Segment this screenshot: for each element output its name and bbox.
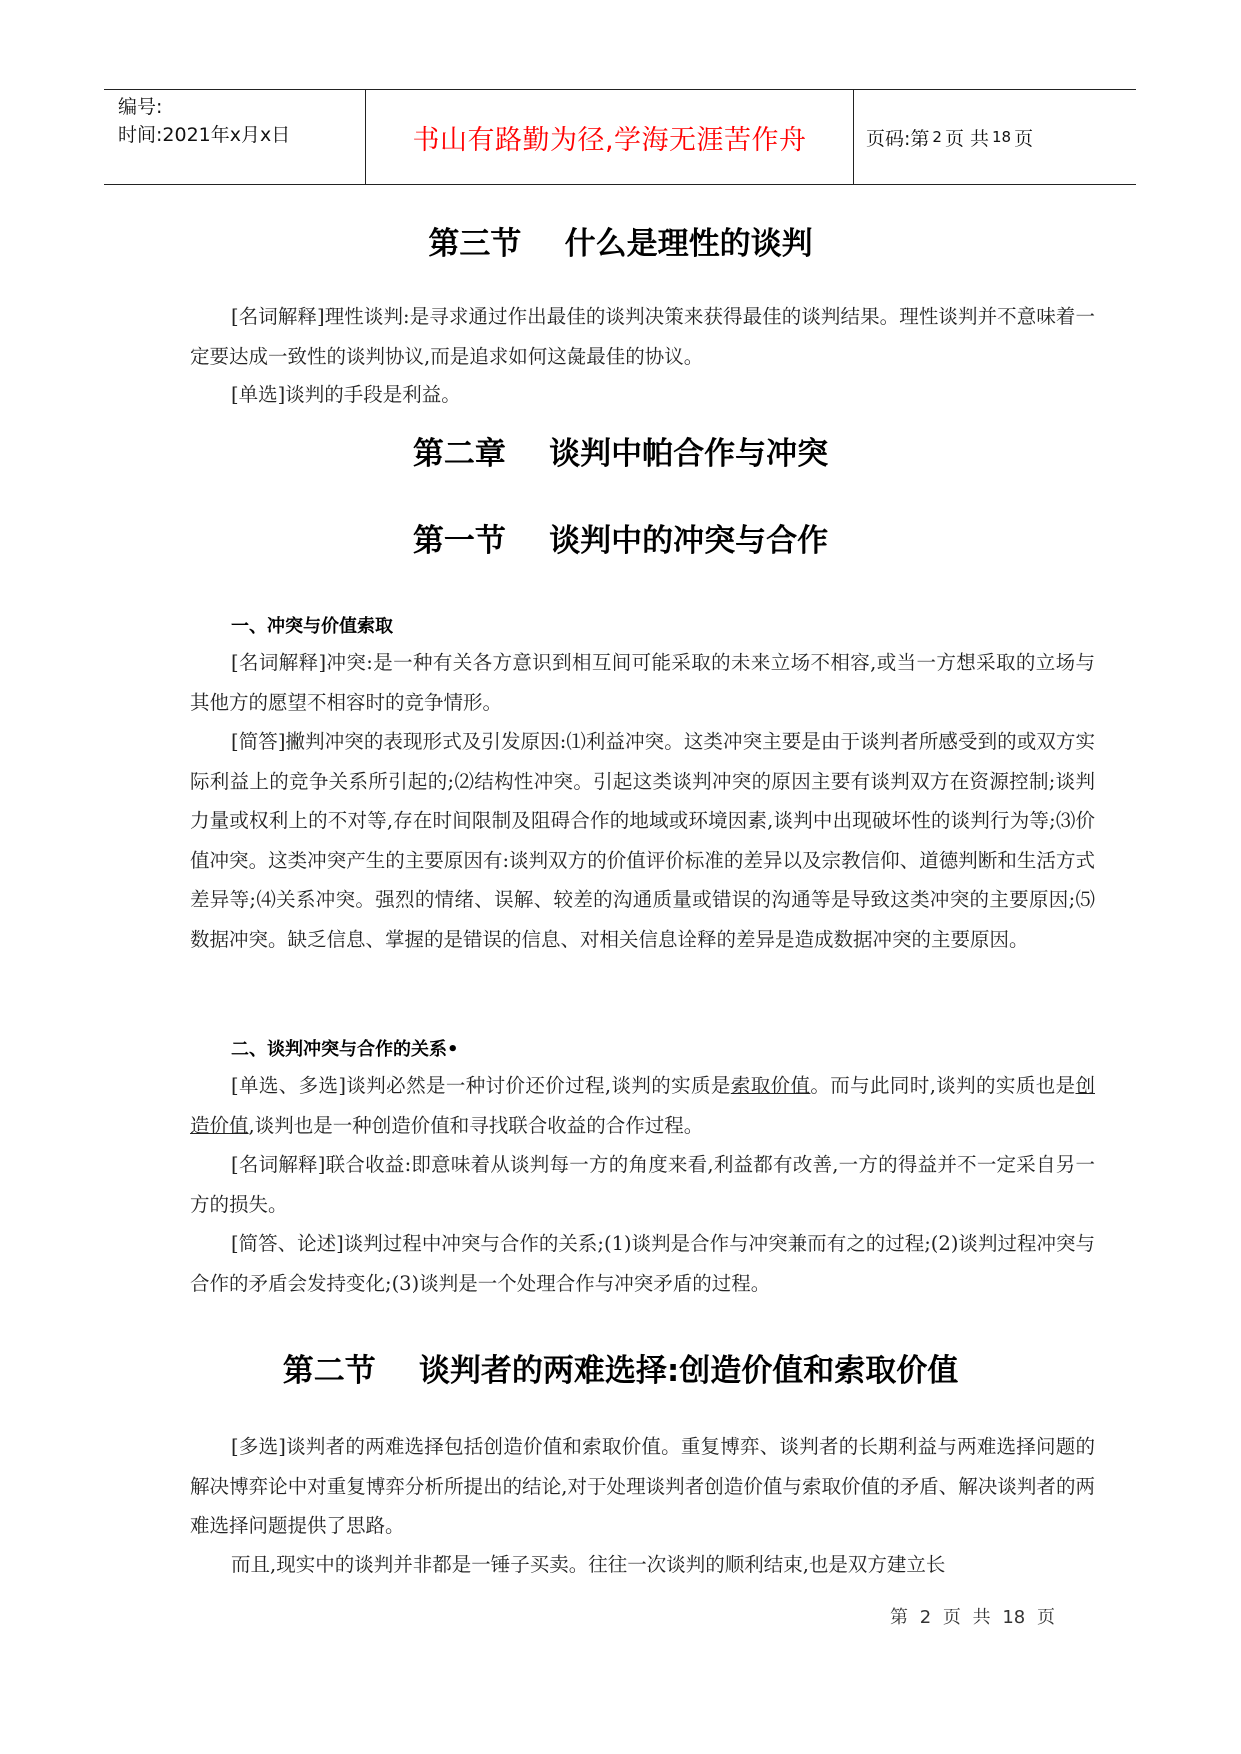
paragraph-text: 。而与此同时,谈判的实质也是 [810, 1074, 1076, 1097]
section-title-2: 第二节 谈判者的两难选择:创造价值和索取价值 [282, 1353, 959, 1389]
header-page-info [854, 90, 1136, 184]
page-current: 2 [932, 128, 942, 146]
paragraph-text: [多选]谈判者的两难选择包括创造价值和索取价值。重复博弈、谈判者的长期利益与两难选择问题的解决博弈论中对重复博弈分析所提出的结论,对于处理谈判者创造价值与索取价值的矛盾、解决谈判者的两难选择问题提供了思路。 [190, 1435, 1095, 1537]
paragraph-text: 而且,现实中的谈判并非都是一锤子买卖。往往一次谈判的顺利结束,也是双方建立长 [231, 1553, 946, 1576]
page-header [104, 89, 1136, 185]
page-suffix: 页 [1014, 127, 1034, 150]
page-footer: 第 2 页 共 18 页 [890, 1607, 1055, 1628]
paragraph-text: ,谈判也是一种创造价值和寻找联合收益的合作过程。 [248, 1113, 704, 1137]
paragraph-rational-negotiation [190, 297, 1095, 376]
paragraph-long-term [190, 1545, 1095, 1585]
doc-time-label: 时间:2021年x月x日 [118, 124, 291, 146]
paragraph-text: [名词解释]冲突:是一种有关各方意识到相互间可能采取的未来立场不相容,或当一方想采取的立场与其他方的愿望不相容时的竞争情形。 [190, 651, 1095, 714]
paragraph-text: [单选、多选]谈判必然是一种讨价还价过程,谈判的实质是 [231, 1074, 731, 1097]
section-title-1: 第一节 谈判中的冲突与合作 [412, 523, 829, 559]
header-meta [104, 90, 366, 184]
paragraph-text: [简答]撇判冲突的表现形式及引发原因:⑴利益冲突。这类冲突主要是由于谈判者所感受到的或双方实际利益上的竞争关系所引起的;⑵结构性冲突。引起这类谈判冲突的原因主要有谈判双方在资源控制;谈判力量或权利上的不对等,存在时间限制及阻碍合作的地域或环境因素,谈判中出现破坏性的谈判行为等;⑶价值冲突。这类冲突产生的主要原因有:谈判双方的价值评价标准的差异以及宗教信仰、道德判断和生活方式差异等;⑷关系冲突。强烈的情绪、误解、较差的沟通质量或错误的沟通等是导致这类冲突的主要原因;⑸数据冲突。缺乏信息、掌握的是错误的信息、对相关信息诠释的差异是造成数据冲突的主要原因。 [190, 730, 1095, 951]
paragraph-dilemma [190, 1427, 1095, 1546]
underlined-term-claim-value: 索取价值 [730, 1074, 811, 1097]
paragraph-relationship [190, 1224, 1095, 1303]
section-title-3: 第三节 什么是理性的谈判 [428, 226, 813, 262]
page-mid: 页 共 [944, 127, 989, 150]
paragraph-conflict-definition [190, 643, 1095, 722]
doc-number-label: 编号: [118, 96, 163, 118]
paragraph-text: [名词解释]联合收益:即意味着从谈判每一方的角度来看,利益都有改善,一方的得益并不一定采自另一方的损失。 [190, 1153, 1095, 1216]
header-motto: 书山有路勤为径,学海无涯苦作舟 [366, 90, 854, 184]
paragraph-joint-gains [190, 1145, 1095, 1224]
paragraph-text: [名词解释]理性谈判:是寻求通过作出最佳的谈判决策来获得最佳的谈判结果。理性谈判并不意味着一定要达成一致性的谈判协议,而是追求如何这彘最佳的协议。 [190, 305, 1095, 368]
paragraph-negotiation-essence [190, 1066, 1095, 1145]
paragraph-conflict-forms [190, 722, 1095, 959]
page-prefix: 页码:第 [866, 127, 930, 150]
subheading-conflict-cooperation: 二、谈判冲突与合作的关系• [231, 1039, 459, 1060]
underlined-term-create-value: 创造价值 [190, 1074, 1095, 1137]
paragraph-text: [简答、论述]谈判过程中冲突与合作的关系;(1)谈判是合作与冲突兼而有之的过程;(2)谈判过程冲突与合作的矛盾会发持变化;(3)谈判是一个处理合作与冲突矛盾的过程。 [190, 1232, 1095, 1295]
chapter-title-2: 第二章 谈判中帕合作与冲突 [412, 436, 829, 472]
page-total: 18 [992, 128, 1012, 146]
subheading-conflict-value: 一、冲突与价值索取 [231, 616, 393, 637]
paragraph-means [190, 375, 1095, 415]
paragraph-text: [单选]谈判的手段是利益。 [231, 383, 461, 406]
